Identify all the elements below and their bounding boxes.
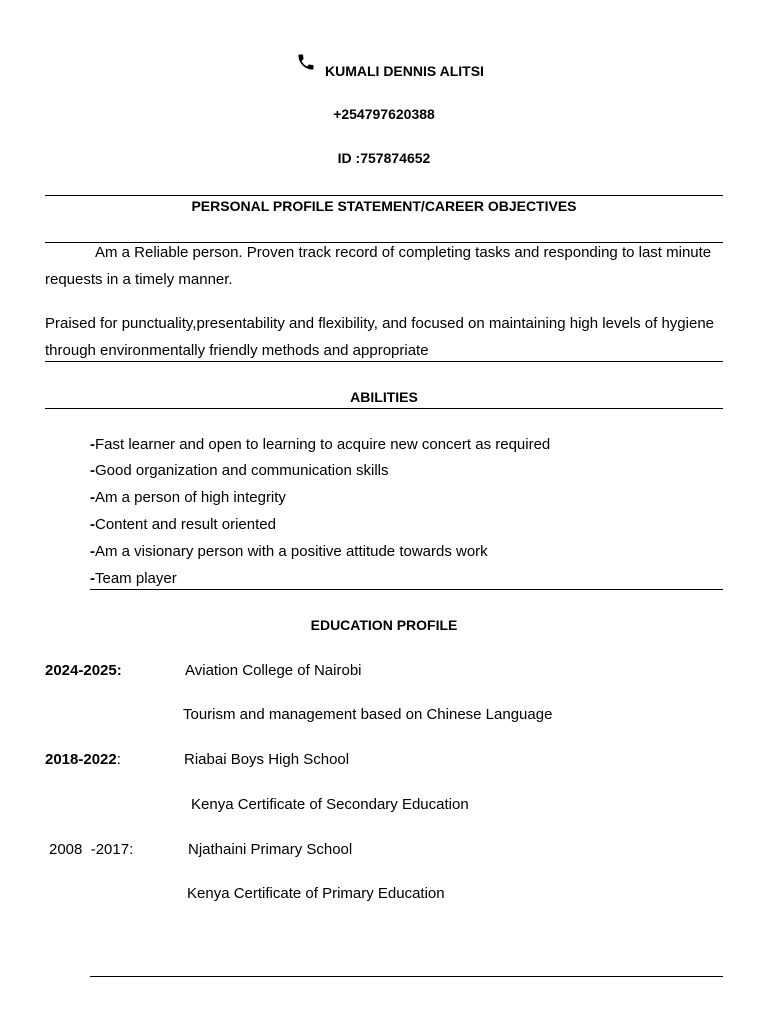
education-section-title: EDUCATION PROFILE (310, 617, 458, 633)
divider (45, 361, 723, 362)
divider (45, 195, 723, 196)
phone-number: +254797620388 (333, 106, 435, 122)
ability-text: Am a person of high integrity (95, 489, 286, 506)
dash: - (90, 489, 95, 506)
education-years (45, 751, 121, 768)
education-school: Aviation College of Nairobi (185, 662, 362, 679)
dash: - (90, 516, 95, 533)
ability-item (90, 462, 389, 479)
dash: - (90, 436, 95, 453)
ability-item (90, 436, 550, 453)
resume-name: KUMALI DENNIS ALITSI (325, 63, 484, 79)
dash: - (90, 570, 95, 587)
dash: - (90, 462, 95, 479)
education-school: Riabai Boys High School (184, 751, 350, 768)
education-years: 2024-2025: (45, 662, 122, 679)
education-school: Njathaini Primary School (188, 841, 353, 858)
divider (90, 589, 723, 590)
ability-text: Am a visionary person with a positive attitude towards work (95, 543, 488, 560)
ability-item (90, 516, 276, 533)
education-years-suffix: : (116, 751, 121, 768)
education-years: 2008 -2017: (49, 841, 134, 858)
profile-section-title: PERSONAL PROFILE STATEMENT/CAREER OBJECTIVES (191, 198, 577, 214)
education-detail: Kenya Certificate of Primary Education (187, 885, 445, 902)
ability-item (90, 489, 286, 506)
ability-text: Good organization and communication skills (95, 462, 389, 479)
abilities-section-title: ABILITIES (350, 389, 418, 405)
profile-paragraph: Am a Reliable person. Proven track record of completing tasks and responding to last minute requests in a timely manner. (45, 244, 712, 288)
profile-paragraph: Praised for punctuality,presentability and flexibility, and focused on maintaining high levels of hygiene through environmentally friendly methods and appropriate (45, 315, 715, 359)
ability-text: Fast learner and open to learning to acquire new concert as required (95, 436, 551, 453)
id-number: ID :757874652 (337, 150, 431, 166)
ability-item (90, 570, 177, 587)
divider (45, 408, 723, 409)
education-detail: Tourism and management based on Chinese Language (183, 706, 553, 723)
divider (90, 976, 723, 977)
ability-text: Team player (95, 570, 177, 587)
education-detail: Kenya Certificate of Secondary Education (191, 796, 469, 813)
education-years-value: 2018-2022 (45, 751, 117, 768)
ability-item (90, 543, 488, 560)
ability-text: Content and result oriented (95, 516, 276, 533)
dash: - (90, 543, 95, 560)
phone-icon (296, 52, 316, 72)
